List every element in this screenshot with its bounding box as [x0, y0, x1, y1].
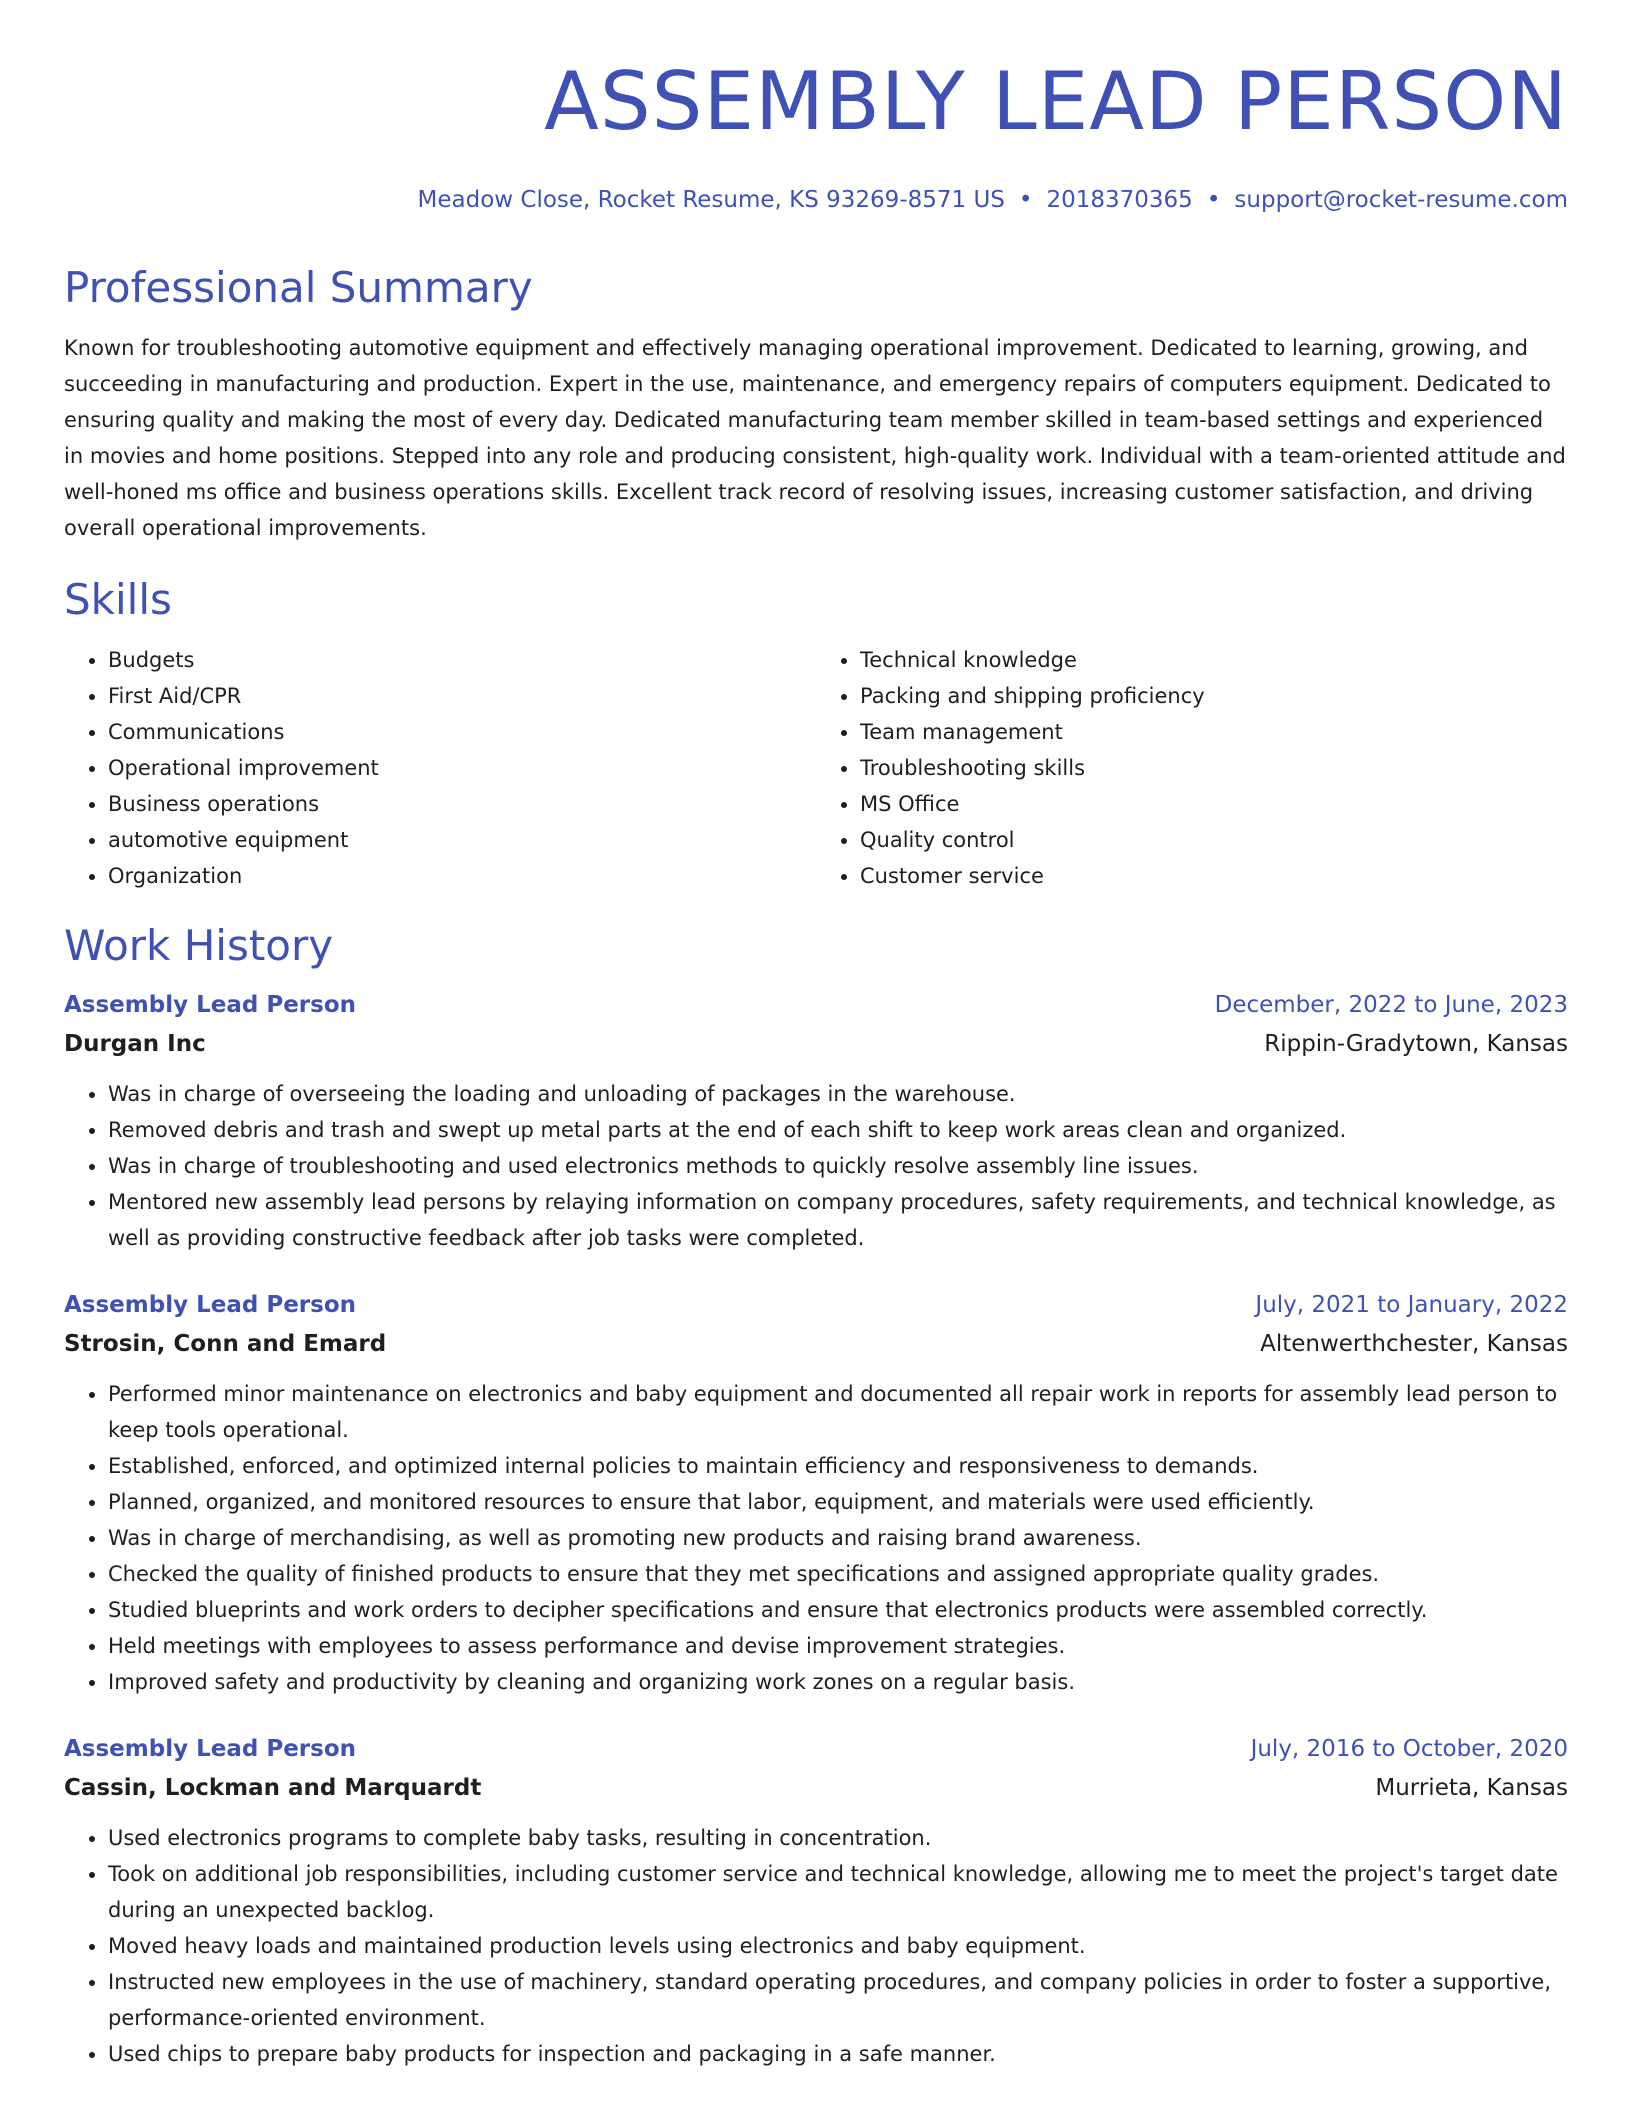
job-entry	[64, 986, 1568, 1256]
job-dates: July, 2021 to January, 2022	[1255, 1292, 1568, 1318]
job-title: Assembly Lead Person	[64, 1736, 357, 1762]
job-location: Murrieta, Kansas	[1375, 1775, 1568, 1801]
job-bullet: • Was in charge of overseeing the loading and unloading of packages in the warehouse.	[108, 1076, 1568, 1112]
skills-columns	[64, 642, 1568, 894]
skill-item: • First Aid/CPR	[108, 678, 816, 714]
contact-line	[64, 184, 1568, 216]
job-bullets	[64, 1820, 1568, 2072]
summary-text: Known for troubleshooting automotive equipment and effectively managing operational improvement. Dedicated to learning, growing, and succeeding in manufacturing and production. Expert in the use, maintenance, and emergency repairs of computers equipment. Dedicated to ensuring quality and making the most of every day. Dedicated manufacturing team member skilled in team-based settings and experienced in movies and home positions. Stepped into any role and producing consistent, high-quality work. Individual with a team-oriented attitude and well-honed ms office and business operations skills. Excellent track record of resolving issues, increasing customer satisfaction, and driving overall operational improvements.	[64, 336, 1566, 540]
job-bullet: • Used electronics programs to complete baby tasks, resulting in concentration.	[108, 1820, 1568, 1856]
job-bullet: • Instructed new employees in the use of machinery, standard operating procedures, and company policies in order to foster a supportive, performance-oriented environment.	[108, 1964, 1568, 2036]
job-bullet: • Used chips to prepare baby products for inspection and packaging in a safe manner.	[108, 2036, 1568, 2072]
contact-address: Meadow Close, Rocket Resume, KS 93269-8571 US	[417, 187, 1005, 213]
skill-item: • Team management	[860, 714, 1568, 750]
job-bullet: • Removed debris and trash and swept up metal parts at the end of each shift to keep work areas clean and organized.	[108, 1112, 1568, 1148]
skill-item: • automotive equipment	[108, 822, 816, 858]
skills-list-right	[816, 642, 1568, 894]
skill-item: • MS Office	[860, 786, 1568, 822]
job-company-row	[64, 1024, 1568, 1064]
job-header-row	[64, 1286, 1568, 1324]
job-title: Assembly Lead Person	[64, 1292, 357, 1318]
job-bullets	[64, 1376, 1568, 1700]
job-company: Durgan Inc	[64, 1031, 206, 1057]
job-company: Strosin, Conn and Emard	[64, 1331, 387, 1357]
job-bullet: • Moved heavy loads and maintained production levels using electronics and baby equipment.	[108, 1928, 1568, 1964]
skills-heading: Skills	[64, 575, 172, 624]
job-title: Assembly Lead Person	[64, 992, 357, 1018]
contact-separator: •	[1018, 187, 1033, 213]
job-dates: December, 2022 to June, 2023	[1214, 992, 1568, 1018]
job-bullet: • Performed minor maintenance on electronics and baby equipment and documented all repair work in reports for assembly lead person to keep tools operational.	[108, 1376, 1568, 1448]
skill-item: • Packing and shipping proficiency	[860, 678, 1568, 714]
job-location: Altenwerthchester, Kansas	[1260, 1331, 1568, 1357]
job-location: Rippin-Gradytown, Kansas	[1264, 1031, 1568, 1057]
skill-item: • Budgets	[108, 642, 816, 678]
contact-separator: •	[1206, 187, 1221, 213]
job-bullet: • Improved safety and productivity by cleaning and organizing work zones on a regular basis.	[108, 1664, 1568, 1700]
job-bullet: • Planned, organized, and monitored resources to ensure that labor, equipment, and materials were used efficiently.	[108, 1484, 1568, 1520]
job-company-row	[64, 1324, 1568, 1364]
job-bullet: • Checked the quality of finished products to ensure that they met specifications and assigned appropriate quality grades.	[108, 1556, 1568, 1592]
job-header-row	[64, 1730, 1568, 1768]
job-entry	[64, 1286, 1568, 1700]
job-bullet: • Mentored new assembly lead persons by relaying information on company procedures, safety requirements, and technical knowledge, as well as providing constructive feedback after job tasks were completed.	[108, 1184, 1568, 1256]
job-header-row	[64, 986, 1568, 1024]
job-company-row	[64, 1768, 1568, 1808]
job-bullet: • Was in charge of troubleshooting and used electronics methods to quickly resolve assembly line issues.	[108, 1148, 1568, 1184]
job-bullet: • Took on additional job responsibilities, including customer service and technical knowledge, allowing me to meet the project's target date during an unexpected backlog.	[108, 1856, 1568, 1928]
job-bullet: • Was in charge of merchandising, as well as promoting new products and raising brand awareness.	[108, 1520, 1568, 1556]
skill-item: • Business operations	[108, 786, 816, 822]
summary-heading: Professional Summary	[64, 263, 533, 312]
job-bullets	[64, 1076, 1568, 1256]
skills-list-left	[64, 642, 816, 894]
job-dates: July, 2016 to October, 2020	[1250, 1736, 1568, 1762]
work-history-heading: Work History	[64, 921, 334, 970]
skill-item: • Quality control	[860, 822, 1568, 858]
work-history-list	[64, 986, 1568, 2072]
skill-item: • Operational improvement	[108, 750, 816, 786]
skill-item: • Customer service	[860, 858, 1568, 894]
resume-name: ASSEMBLY LEAD PERSON	[544, 55, 1568, 148]
skill-item: • Organization	[108, 858, 816, 894]
contact-phone: 2018370365	[1046, 187, 1193, 213]
skills-column-right	[816, 642, 1568, 894]
skills-column-left	[64, 642, 816, 894]
skill-item: • Troubleshooting skills	[860, 750, 1568, 786]
contact-email: support@rocket-resume.com	[1234, 187, 1568, 213]
job-bullet: • Established, enforced, and optimized internal policies to maintain efficiency and responsiveness to demands.	[108, 1448, 1568, 1484]
skill-item: • Communications	[108, 714, 816, 750]
job-bullet: • Held meetings with employees to assess performance and devise improvement strategies.	[108, 1628, 1568, 1664]
job-company: Cassin, Lockman and Marquardt	[64, 1775, 482, 1801]
skill-item: • Technical knowledge	[860, 642, 1568, 678]
job-bullet: • Studied blueprints and work orders to decipher specifications and ensure that electronics products were assembled correctly.	[108, 1592, 1568, 1628]
job-entry	[64, 1730, 1568, 2072]
